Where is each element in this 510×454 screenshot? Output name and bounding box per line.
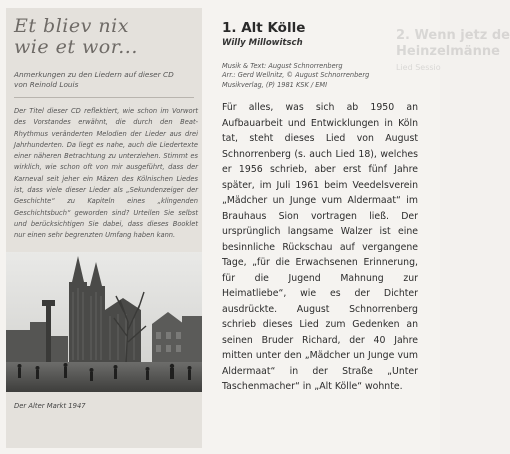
song-credits [222, 62, 422, 90]
credit-arrangement: Arr.: Gerd Wellnitz, © August Schnorrenberg [222, 71, 370, 80]
credit-music: Musik & Text: August Schnorrenberg [222, 62, 343, 70]
alter-markt-photo [6, 252, 202, 392]
bleed-line-2: Heinzelmänne [396, 44, 500, 59]
cathedral-photo-illustration [6, 252, 202, 392]
bleed-line-1: 2. Wenn jetz de [396, 28, 510, 43]
song-description: Für alles, was sich ab 1950 an Aufbauarbeit und Entwicklungen in Köln tat, steht dieses Lied von August Schnorrenberg (s. auch Lied 18), welches er 1956 schrieb, aber erst fünf Jahre später, im Juli 1961 beim Veedelsverein „Mädcher un Junge vum Aldermaat“ im Brauhaus Sion vortragen ließ. Der ursprünglich langsame Walzer ist eine besinnliche Rückschau auf vergangene Tage, „für die Erwachsenen Erinnerung, für die Jugend Mahnung zur Heimatliebe“, wie es der Dichter ausdrückte. August Schnorrenberg schrieb dieses Lied zum Gedenken an seinen Bruder Richard, der 40 Jahre mitten unter den „Mädcher un Junge vum Aldermaat“ in der Straße „Unter Taschenmacher“ in „Alt Kölle“ wohnte. [222, 102, 418, 392]
song-title: 1. Alt Kölle [222, 20, 306, 36]
subtitle [14, 70, 196, 90]
bleed-line-3: Lied Sessio [396, 63, 441, 72]
performer: Willy Millowitsch [222, 38, 303, 48]
divider [14, 97, 194, 98]
intro-text: Der Titel dieser CD reflektiert, wie schon im Vorwort des Vorstandes erwähnt, die durch den Beat-Rhythmus veränderten Melodien der Lieder aus drei Jahrhunderten. Da liegt es nahe, auch die Liedertexte einer näheren Betrachtung zu unterziehen. Stimmt es wirklich, wie schon oft von mir ausgeführt, dass der Karneval seit jeher ein Mäzen des Kölnischen Liedes ist, dass viele dieser Lieder als „Sekundenzeiger der Geschichte“ zu Kapiteln eines „klingenden Geschichtsbuch“ geworden sind? Urteilen Sie selbst und berücksichtigen Sie dabei, dass dieses Booklet nur einen sehr begrenzten Umfang haben kann. [14, 107, 198, 240]
credit-label: Musikverlag, (P) 1981 KSK / EMI [222, 80, 328, 89]
subtitle-line-1: Anmerkungen zu den Liedern auf dieser CD [14, 70, 174, 79]
cd-title-script: Et bliev nix wie et wor... [14, 15, 138, 58]
subtitle-line-2: von Reinold Louis [14, 80, 79, 89]
photo-caption: Der Alter Markt 1947 [14, 402, 86, 410]
